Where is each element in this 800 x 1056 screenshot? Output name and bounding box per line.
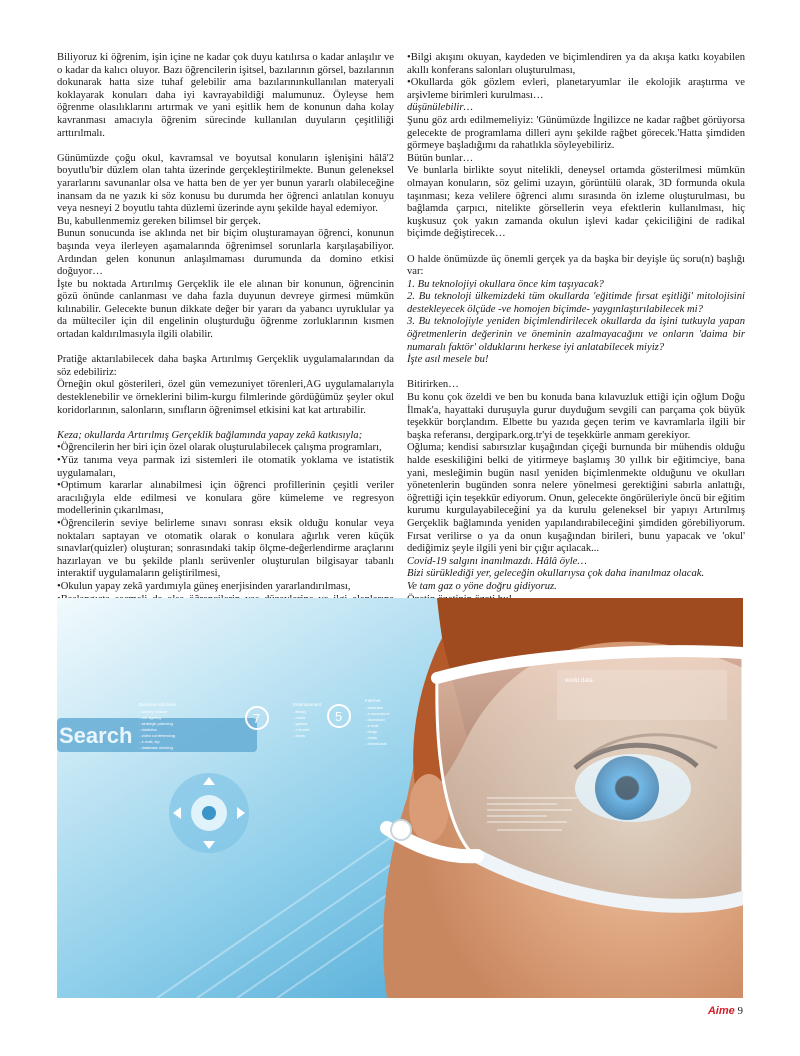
paragraph: düşünülebilir… [407,102,473,114]
paragraph: Biliyoruz ki öğrenim, işin içine ne kadar çok duyu katılırsa o kadar anlaşılır ve o kadar da kalıcı oluyor. Bazı öğrencilerin işitsel, bazılarının görsel, bazılarının dokunarak hatta size tuhaf gelebilir ama bazılarınınkullanılan materyali koklayarak konuları daha iyi kavrayabildiği malumunuz. Öyleyse hem öğrenme olasılıklarını artırmak ve yani eşitlik hem de konunun daha kolay kavranması amacıyla öğrenim sürecinde kullanılan duyuların çeşitliliği arttırılmalı. [57,52,394,139]
paragraph: İşte bu noktada Artırılmış Gerçeklik ile ele alınan bir konunun, öğrencinin gözü önünde canlanması ve daha fazla duyunun devreye girmesi mümkün kılınabilir. Gelecekte bunun dikkate değer bir yararı da yabancı uyruklular ya da mülteciler için dil engelinin oluşturduğu öğrenme zorluklarının kısmen ortadan kaldırılmasıyla ilgili olabilir. [57,278,394,341]
panel-item: - websites [365,705,384,710]
paragraph: Ve tam gaz o yöne doğru gidiyoruz. [407,580,557,592]
illustration-svg [57,598,743,998]
svg-text:5: 5 [335,709,343,724]
page-footer [708,1005,743,1017]
left-column [57,52,394,619]
paragraph: Bitirirken… [407,379,459,391]
paragraph: •Yüz tanıma veya parmak izi sistemleri ile otomatik yoklama ve istatistik uygulamaları, [57,455,394,479]
paragraph: Pratiğe aktarılabilecek daha başka Artırılmış Gerçeklik uygulamalarından da söz edebiliriz: [57,354,394,378]
right-column [407,52,745,606]
magazine-logo: Aime [707,1005,735,1017]
paragraph: •Okullarda gök gözlem evleri, planetaryumlar ile ekolojik araştırma ve arşivleme birimleri kurulması… [407,77,745,101]
paragraph: O halde önümüzde üç önemli gerçek ya da başka bir deyişle üç soru(n) başlığı var: [407,253,745,278]
panel-item: - strategic planning [139,721,173,726]
paragraph: Covid-19 salgını inanılmazdı. Hâlâ öyle… [407,555,587,567]
paragraph: •Öğrencilerin seviye belirleme sınavı sonrası eksik olduğu konular veya noktaları saptayan ve otomatik olarak o konulara ağırlık veren küçük sınavlar(quizler) oluşturan; sonrasındaki takip ölçme-değerlendirme araçlarını hazırlayan ve bu şekilde planlı serüvenler oluşturulan bilgisayar tabanlı interaktif uygulamaların geliştirilmesi, [57,517,394,580]
panel-item: - survey module [139,709,168,714]
paragraph: Ve bunlarla birlikte soyut nitelikli, deneysel ortamda gösterilmesi mümkün olmayan konuların, söz gelimi uzayın, görüntülü olarak, 3D formunda okula taşınması; keza velilere öğrenci alımı sırasında ön izleme oluşturulması, bu bağlamda çarpıcı, nitelikte görsellerin veya efektlerin kullanılması, hiç kuşkusuz çok yakın zamanda okulun işlevi kadar çekiciliğini de radikal biçimde değiştirecek… [407,165,745,240]
paragraph: Günümüzde çoğu okul, kavramsal ve boyutsal konuların işlenişini hâlâ'2 boyutlu'bir düzlem olan tahta üzerinde gerçekleştirilmekte. Bunun geleneksel yararlarını savunanlar olsa ve hatta ben de yer yer bunun yararlı olabileceğine inansam da ne yazık ki söz konusu bu durumda her öğrenci anlatılan konuyu veya nesneyi 2 boyutlu tahta düzlemi üzerinde aynı şekilde hayal edemiyor. [57,152,394,215]
paragraph: Keza; okullarda Artırılmış Gerçeklik bağlamında yapay zekâ katkısıyla; [57,429,363,441]
page-number: 9 [737,1005,743,1017]
paragraph: Bütün bunlar… [407,152,474,164]
panel-item: - e-mail, sip [139,739,160,744]
paragraph: Bizi sürüklediği yer, geleceğin okullarıysa çok daha inanılmaz olacak. [407,568,705,580]
panel-item: - chats [293,733,306,738]
panel-item: - statistics [139,727,157,732]
svg-text:Business solutions: Business solutions [139,702,177,707]
panel-item: - e-books [293,727,310,732]
panel-item: - database working [139,745,173,750]
dpad-icon [169,773,249,853]
panel-item: - blogs [365,729,378,734]
augmented-reality-illustration [57,598,743,998]
paragraph: 1. Bu teknolojiyi okullara önce kim taşıyacak? [407,278,604,290]
paragraph: Örneğin okul gösterileri, özel gün vemezuniyet törenleri,AG uygulamalarıyla desteklenebilir ve örneklerini bilim-kurgu filmlerinde gördüğümüz şeyler okul koridorlarının, salonların, sınıfların öğrenimsel etkisini kat kat artırabilir. [57,379,394,416]
paragraph: Bu konu çok özeldi ve ben bu konuda bana kılavuzluk ettiği için oğlum Doğu İlmak'a, hayattaki duruşuyla gurur duyduğum sevgili can parçama çok büyük teşekkür borçlandım. Elbette bu yazıda geçen terim ve kavramlarla ilgili bir başka referansı, dergipark.org.tr'yi de teşekkürle anmam gerekiyor. [407,392,745,441]
panel-item: - games [293,721,308,726]
paragraph: İşte asıl mesele bu! [407,354,489,366]
panel-item: - e-mail [365,723,379,728]
paragraph: •Okulun yapay zekâ yardımıyla güneş enerjisinden yararlandırılması, [57,580,351,592]
panel-item: - download [365,717,385,722]
hud-title: world data [565,678,593,684]
paragraph: Bu, kabullenmemiz gereken bilimsel bir gerçek. [57,215,261,227]
panel-item: - our agency [139,715,162,720]
panel-item: - downloads [365,741,387,746]
paragraph: •Optimum kararlar alınabilmesi için öğrenci profillerinin çeşitli veriler aracılığıyla elde edilmesi ve konulara göre kümeleme ve regresyon modellerinin çıkarılması, [57,480,394,517]
svg-text:Entertainment: Entertainment [293,702,322,707]
paragraph: Şunu göz ardı edilmemeliyiz: 'Günümüzde İngilizce ne kadar rağbet görüyorsa gelecekte de programlama dilleri aynı şekilde rağbet görecek.'Hatta şimdiden görmeye başladığımı da rahatlıkla söyleyebiliriz. [407,114,745,152]
panel-item: - video conferencing [139,733,176,738]
search-label: Search [59,723,133,748]
panel-item: - e-commerce [365,711,390,716]
paragraph: •Bilgi akışını okuyan, kaydeden ve biçimlendiren ya da akışa katkı koyabilen akıllı konferans salonları oluşturulması, [407,52,745,76]
paragraph: Oğluma; kendisi sabırsızlar kuşağından çiçeği burnunda bir mühendis olduğu halde eseskiliğini belki de yitirmeye başlamış 30 yıllık bir eğitimciye, bana yani, mesleğimin bugün nasıl yeniden biçimlenmekte olduğunu ve okulları yönetenlerin bugünden sonra nelere yönelmesi gerektiğini sabırla anlattığı, öğrettiği için teşekkür ediyorum. Onun, gelecekte öngörüleriyle öncü bir eğitim kurumu kurgulayabileceğini ya da kurulu geleneksel bir yapıyı Artırılmış Gerçeklik bağlamında yeniden yapılandırabileceğini şimdiden görebiliyorum. Fırsat verilirse o ya da onun kuşağından birileri, bunu yapacak ve 'okul' dediğimiz şeyle ilgili yeni bir çığır açılacak... [407,442,745,555]
paragraph: •Öğrencilerin her biri için özel olarak oluşturulabilecek çalışma programları, [57,442,382,454]
panel-item: - chats [365,735,378,740]
svg-text:7: 7 [253,711,261,726]
paragraph: Bunun sonucunda ise aklında net bir biçim oluşturamayan öğrenci, konunun başında veya ilerleyen aşamalarında öğrenimsel sorunlarla karşılaşabiliyor. Ardından gelen konunun anlaşılmaması durumunda da domino etkisi doğuyor… [57,228,394,278]
panel-item: - library [293,709,307,714]
panel-item: - music [293,715,306,720]
paragraph: 2. Bu teknoloji ülkemizdeki tüm okullarda 'eğitimde fırsat eşitliği' mitolojisini destekleyecek ölçüde -ve homojen biçimde- yaygınlaştırılabilecek mi? [407,291,745,315]
paragraph: 3. Bu teknolojiyle yeniden biçimlendirilecek okullarda da işini tutkuyla yapan öğretmenlerin değerinin ve öneminin azalmayacağını ve onların 'daima bir numaralı faktör' olduklarını herkese iyi anlatabilecek miyiz? [407,316,745,353]
svg-text:Internet: Internet [365,698,381,703]
